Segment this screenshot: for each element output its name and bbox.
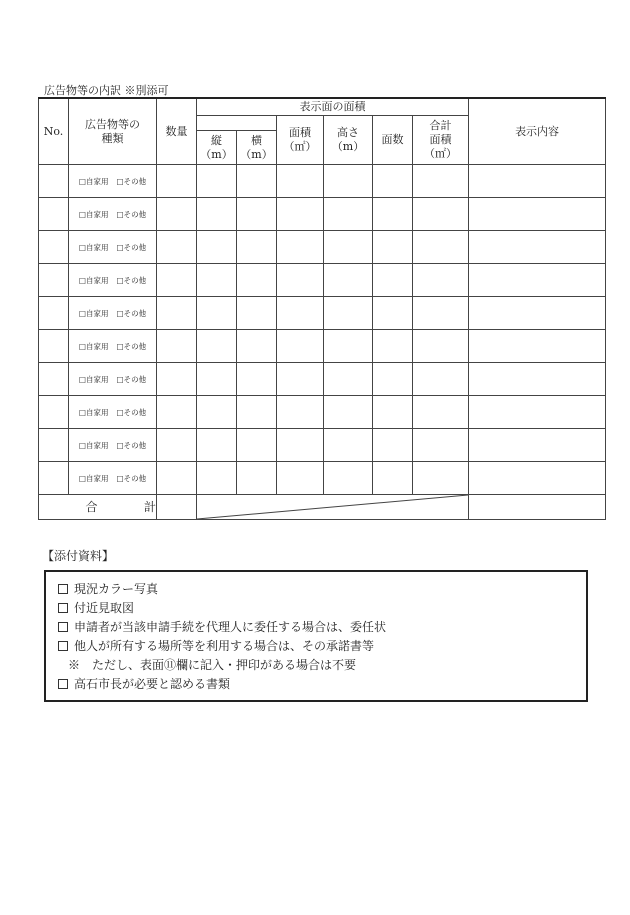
total-area-cell[interactable] xyxy=(413,264,469,297)
attachment-note: ※ ただし、表面⑪欄に記入・押印がある場合は不要 xyxy=(68,658,357,672)
table-row xyxy=(39,330,606,363)
total-label-right: 計 xyxy=(143,499,156,514)
other-checkbox[interactable]: □その他 xyxy=(116,177,147,187)
header-total-area: 合計 面積 （㎡） xyxy=(413,116,469,165)
area-cell[interactable] xyxy=(277,429,324,462)
content-cell[interactable] xyxy=(469,198,606,231)
height-cell[interactable] xyxy=(197,330,237,363)
quantity-cell[interactable] xyxy=(157,165,197,198)
kind-cell xyxy=(69,429,157,462)
header-kind: 広告物等の 種類 xyxy=(69,98,157,165)
content-cell[interactable] xyxy=(469,231,606,264)
height-cell[interactable] xyxy=(197,363,237,396)
width-cell[interactable] xyxy=(237,264,277,297)
faces-cell[interactable] xyxy=(373,231,413,264)
content-cell[interactable] xyxy=(469,264,606,297)
content-cell[interactable] xyxy=(469,429,606,462)
checkbox-icon[interactable] xyxy=(58,679,68,689)
elevation-cell[interactable] xyxy=(324,198,373,231)
no-cell[interactable] xyxy=(39,396,69,429)
own-use-checkbox[interactable]: □自家用 xyxy=(78,375,109,385)
header-elevation: 高さ （m） xyxy=(324,116,373,165)
content-cell[interactable] xyxy=(469,297,606,330)
other-checkbox[interactable]: □その他 xyxy=(116,210,147,220)
own-use-checkbox[interactable]: □自家用 xyxy=(78,474,109,484)
area-cell[interactable] xyxy=(277,363,324,396)
no-cell[interactable] xyxy=(39,231,69,264)
other-checkbox[interactable]: □その他 xyxy=(116,342,147,352)
total-area-cell[interactable] xyxy=(413,363,469,396)
height-cell[interactable] xyxy=(197,198,237,231)
quantity-cell[interactable] xyxy=(157,264,197,297)
elevation-cell[interactable] xyxy=(324,396,373,429)
elevation-cell[interactable] xyxy=(324,264,373,297)
kind-cell xyxy=(69,198,157,231)
own-use-checkbox[interactable]: □自家用 xyxy=(78,276,109,286)
elevation-cell[interactable] xyxy=(324,330,373,363)
advertisement-breakdown-table xyxy=(38,97,606,520)
height-cell[interactable] xyxy=(197,231,237,264)
elevation-cell[interactable] xyxy=(324,363,373,396)
attachments-title: 【添付資料】 xyxy=(42,549,115,563)
total-diagonal-cell xyxy=(197,495,469,520)
width-cell[interactable] xyxy=(237,198,277,231)
table-row xyxy=(39,363,606,396)
table-row xyxy=(39,165,606,198)
other-checkbox[interactable]: □その他 xyxy=(116,309,147,319)
area-cell[interactable] xyxy=(277,165,324,198)
header-no: No. xyxy=(39,98,69,165)
area-cell[interactable] xyxy=(277,198,324,231)
total-area-cell[interactable] xyxy=(413,165,469,198)
width-cell[interactable] xyxy=(237,429,277,462)
quantity-cell[interactable] xyxy=(157,297,197,330)
other-checkbox[interactable]: □その他 xyxy=(116,276,147,286)
other-checkbox[interactable]: □その他 xyxy=(116,243,147,253)
attachment-item: 現況カラー写真 xyxy=(74,582,159,596)
elevation-cell[interactable] xyxy=(324,231,373,264)
attachment-item: 付近見取図 xyxy=(74,601,135,615)
faces-cell[interactable] xyxy=(373,198,413,231)
no-cell[interactable] xyxy=(39,264,69,297)
width-cell[interactable] xyxy=(237,462,277,495)
no-cell[interactable] xyxy=(39,297,69,330)
quantity-cell[interactable] xyxy=(157,198,197,231)
elevation-cell[interactable] xyxy=(324,429,373,462)
attachment-item: 他人が所有する場所等を利用する場合は、その承諾書等 xyxy=(74,639,375,653)
header-dimension-group xyxy=(197,116,277,131)
no-cell[interactable] xyxy=(39,330,69,363)
total-area-cell[interactable] xyxy=(413,462,469,495)
kind-cell xyxy=(69,231,157,264)
other-checkbox[interactable]: □その他 xyxy=(116,375,147,385)
width-cell[interactable] xyxy=(237,396,277,429)
total-label-left: 合 xyxy=(85,499,98,514)
content-cell[interactable] xyxy=(469,363,606,396)
header-area: 面積 （㎡） xyxy=(277,116,324,165)
faces-cell[interactable] xyxy=(373,462,413,495)
area-cell[interactable] xyxy=(277,396,324,429)
quantity-cell[interactable] xyxy=(157,231,197,264)
header-faces: 面数 xyxy=(373,116,413,165)
width-cell[interactable] xyxy=(237,297,277,330)
other-checkbox[interactable]: □その他 xyxy=(116,441,147,451)
width-cell[interactable] xyxy=(237,363,277,396)
faces-cell[interactable] xyxy=(373,330,413,363)
height-cell[interactable] xyxy=(197,165,237,198)
kind-cell xyxy=(69,330,157,363)
table-row xyxy=(39,396,606,429)
faces-cell[interactable] xyxy=(373,396,413,429)
width-cell[interactable] xyxy=(237,165,277,198)
area-cell[interactable] xyxy=(277,297,324,330)
own-use-checkbox[interactable]: □自家用 xyxy=(78,309,109,319)
table-row xyxy=(39,231,606,264)
height-cell[interactable] xyxy=(197,297,237,330)
faces-cell[interactable] xyxy=(373,165,413,198)
faces-cell[interactable] xyxy=(373,297,413,330)
own-use-checkbox[interactable]: □自家用 xyxy=(78,243,109,253)
content-cell[interactable] xyxy=(469,330,606,363)
no-cell[interactable] xyxy=(39,165,69,198)
elevation-cell[interactable] xyxy=(324,462,373,495)
table-row xyxy=(39,429,606,462)
faces-cell[interactable] xyxy=(373,264,413,297)
header-quantity: 数量 xyxy=(157,98,197,165)
table-row xyxy=(39,462,606,495)
no-cell[interactable] xyxy=(39,429,69,462)
own-use-checkbox[interactable]: □自家用 xyxy=(78,342,109,352)
faces-cell[interactable] xyxy=(373,363,413,396)
content-cell[interactable] xyxy=(469,165,606,198)
area-cell[interactable] xyxy=(277,330,324,363)
content-cell[interactable] xyxy=(469,462,606,495)
kind-cell xyxy=(69,264,157,297)
total-area-cell[interactable] xyxy=(413,297,469,330)
total-quantity-cell[interactable] xyxy=(157,495,197,520)
no-cell[interactable] xyxy=(39,462,69,495)
area-cell[interactable] xyxy=(277,231,324,264)
height-cell[interactable] xyxy=(197,396,237,429)
own-use-checkbox[interactable]: □自家用 xyxy=(78,177,109,187)
header-width: 横 （m） xyxy=(237,131,277,165)
elevation-cell[interactable] xyxy=(324,165,373,198)
quantity-cell[interactable] xyxy=(157,396,197,429)
checkbox-icon[interactable] xyxy=(58,622,68,632)
checkbox-icon[interactable] xyxy=(58,603,68,613)
header-display-area: 表示面の面積 xyxy=(197,98,469,116)
area-cell[interactable] xyxy=(277,462,324,495)
own-use-checkbox[interactable]: □自家用 xyxy=(78,408,109,418)
total-content-cell[interactable] xyxy=(469,495,606,520)
content-cell[interactable] xyxy=(469,396,606,429)
quantity-cell[interactable] xyxy=(157,429,197,462)
area-cell[interactable] xyxy=(277,264,324,297)
table-row xyxy=(39,264,606,297)
checkbox-icon[interactable] xyxy=(58,641,68,651)
table-row xyxy=(39,297,606,330)
total-area-cell[interactable] xyxy=(413,429,469,462)
quantity-cell[interactable] xyxy=(157,363,197,396)
width-cell[interactable] xyxy=(237,231,277,264)
data-rows xyxy=(39,165,606,495)
total-area-cell[interactable] xyxy=(413,198,469,231)
own-use-checkbox[interactable]: □自家用 xyxy=(78,441,109,451)
height-cell[interactable] xyxy=(197,429,237,462)
total-area-cell[interactable] xyxy=(413,231,469,264)
diagonal-line xyxy=(197,495,468,519)
kind-cell xyxy=(69,165,157,198)
elevation-cell[interactable] xyxy=(324,297,373,330)
quantity-cell[interactable] xyxy=(157,462,197,495)
checkbox-icon[interactable] xyxy=(58,584,68,594)
header-height: 縦 （m） xyxy=(197,131,237,165)
quantity-cell[interactable] xyxy=(157,330,197,363)
kind-cell xyxy=(69,363,157,396)
width-cell[interactable] xyxy=(237,330,277,363)
kind-cell xyxy=(69,396,157,429)
header-content: 表示内容 xyxy=(469,98,606,165)
attachment-item: 高石市長が必要と認める書類 xyxy=(74,677,231,691)
no-cell[interactable] xyxy=(39,363,69,396)
other-checkbox[interactable]: □その他 xyxy=(116,474,147,484)
table-caption: 広告物等の内訳 ※別添可 xyxy=(44,84,169,97)
faces-cell[interactable] xyxy=(373,429,413,462)
table-row xyxy=(39,198,606,231)
height-cell[interactable] xyxy=(197,264,237,297)
attachment-item: 申請者が当該申請手続を代理人に委任する場合は、委任状 xyxy=(74,620,387,634)
no-cell[interactable] xyxy=(39,198,69,231)
other-checkbox[interactable]: □その他 xyxy=(116,408,147,418)
kind-cell xyxy=(69,462,157,495)
total-label xyxy=(39,495,157,520)
total-area-cell[interactable] xyxy=(413,396,469,429)
attachments-box xyxy=(44,570,588,702)
height-cell[interactable] xyxy=(197,462,237,495)
kind-cell xyxy=(69,297,157,330)
own-use-checkbox[interactable]: □自家用 xyxy=(78,210,109,220)
total-area-cell[interactable] xyxy=(413,330,469,363)
